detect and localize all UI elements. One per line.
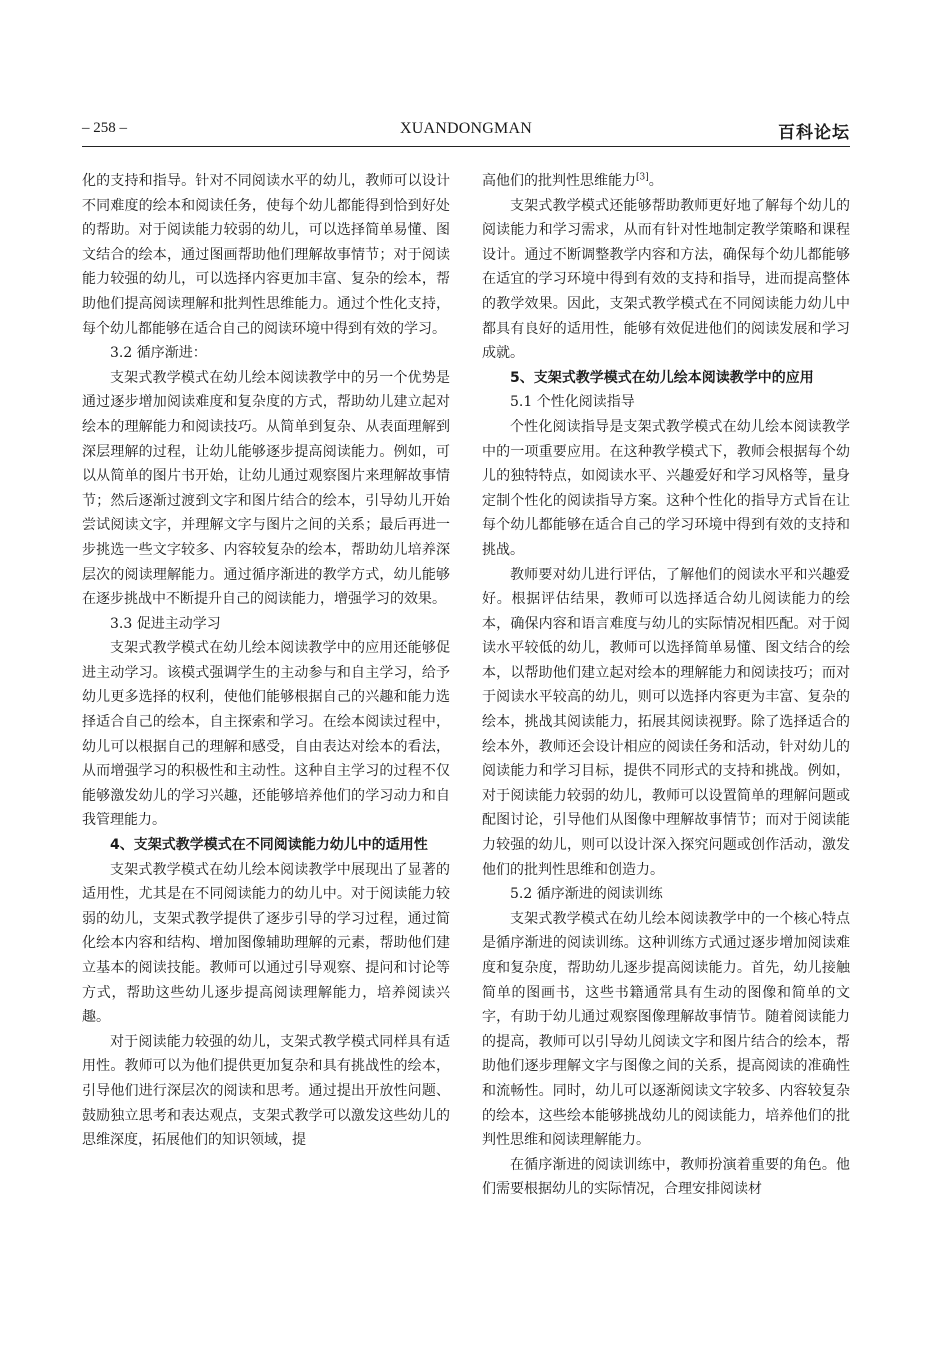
section-heading-5: 5、支架式教学模式在幼儿绘本阅读教学中的应用 xyxy=(510,369,814,386)
right-column xyxy=(482,169,850,1202)
citation: [3] xyxy=(636,172,649,183)
paragraph: 化的支持和指导。针对不同阅读水平的幼儿，教师可以设计不同难度的绘本和阅读任务，使每个幼儿都能得到恰到好处的帮助。对于阅读能力较弱的幼儿，可以选择简单易懂、图文结合的绘本，通过图画帮助他们理解故事情节；对于阅读能力较强的幼儿，可以选择内容更加丰富、复杂的绘本，帮助他们提高阅读理解和批判性思维能力。通过个性化支持，每个幼儿都能够在适合自己的阅读环境中得到有效的学习。 xyxy=(82,173,450,337)
running-header xyxy=(82,118,850,144)
subheading-3-2: 3.2 循序渐进： xyxy=(110,345,207,362)
paragraph: 支架式教学模式在幼儿绘本阅读教学中的另一个优势是通过逐步增加阅读难度和复杂度的方式，帮助幼儿建立起对绘本的理解能力和阅读技巧。从简单到复杂、从表面理解到深层理解的过程，让幼儿能够逐步提高阅读能力。例如，可以从简单的图片书开始，让幼儿通过观察图片来理解故事情节；然后逐渐过渡到文字和图片结合的绘本，引导幼儿开始尝试阅读文字，并理解文字与图片之间的关系；最后再进一步挑选一些文字较多、内容较复杂的绘本，帮助幼儿培养深层次的阅读理解能力。通过循序渐进的教学方式，幼儿能够在逐步挑战中不断提升自己的阅读能力，增强学习的效果。 xyxy=(82,369,450,608)
paragraph: 个性化阅读指导是支架式教学模式在幼儿绘本阅读教学中的一项重要应用。在这种教学模式下，教师会根据每个幼儿的独特特点，如阅读水平、兴趣爱好和学习风格等，量身定制个性化的阅读指导方案。这种个性化的指导方式旨在让每个幼儿都能够在适合自己的学习环境中得到有效的支持和挑战。 xyxy=(482,418,850,558)
paragraph-end: 。 xyxy=(648,173,663,189)
subheading-5-1: 5.1 个性化阅读指导 xyxy=(510,394,635,411)
journal-name: XUANDONGMAN xyxy=(400,120,532,137)
paragraph: 支架式教学模式还能够帮助教师更好地了解每个幼儿的阅读能力和学习需求，从而有针对性地制定教学策略和课程设计。通过不断调整教学内容和方法，确保每个幼儿都能够在适宜的学习环境中得到有效的支持和指导，进而提高整体的教学效果。因此，支架式教学模式在不同阅读能力幼儿中都具有良好的适用性，能够有效促进他们的阅读发展和学习成就。 xyxy=(482,197,850,362)
page-number: – 258 – xyxy=(82,120,127,136)
paragraph: 支架式教学模式在幼儿绘本阅读教学中的一个核心特点是循序渐进的阅读训练。这种训练方式通过逐步增加阅读难度和复杂度，帮助幼儿逐步提高阅读能力。首先，幼儿接触简单的图画书，这些书籍通常具有生动的图像和简单的文字，有助于幼儿通过观察图像理解故事情节。随着阅读能力的提高，教师可以引导幼儿阅读文字和图片结合的绘本，帮助他们逐步理解文字与图像之间的关系，提高阅读的准确性和流畅性。同时，幼儿可以逐渐阅读文字较多、内容较复杂的绘本，这些绘本能够挑战幼儿的阅读能力，培养他们的批判性思维和阅读理解能力。 xyxy=(482,910,850,1149)
paragraph: 支架式教学模式在幼儿绘本阅读教学中的应用还能够促进主动学习。该模式强调学生的主动参与和自主学习，给予幼儿更多选择的权利，使他们能够根据自己的兴趣和能力选择适合自己的绘本，自主探索和学习。在绘本阅读过程中，幼儿可以根据自己的理解和感受，自由表达对绘本的看法，从而增强学习的积极性和主动性。这种自主学习的过程不仅能够激发幼儿的学习兴趣，还能够培养他们的学习动力和自我管理能力。 xyxy=(82,640,450,829)
paragraph: 在循序渐进的阅读训练中，教师扮演着重要的角色。他们需要根据幼儿的实际情况，合理安排阅读材 xyxy=(482,1156,850,1198)
paragraph: 对于阅读能力较强的幼儿，支架式教学模式同样具有适用性。教师可以为他们提供更加复杂和具有挑战性的绘本，引导他们进行深层次的阅读和思考。通过提出开放性问题、鼓励独立思考和表达观点，支架式教学可以激发这些幼儿的思维深度，拓展他们的知识领域，提 xyxy=(82,1033,450,1149)
header-rule xyxy=(82,146,850,147)
paragraph: 支架式教学模式在幼儿绘本阅读教学中展现出了显著的适用性，尤其是在不同阅读能力的幼儿中。对于阅读能力较弱的幼儿，支架式教学提供了逐步引导的学习过程，通过简化绘本内容和结构、增加图像辅助理解的元素，帮助他们建立基本的阅读技能。教师可以通过引导观察、提问和讨论等方式，帮助这些幼儿逐步提高阅读理解能力，培养阅读兴趣。 xyxy=(82,861,450,1026)
subheading-3-3: 3.3 促进主动学习 xyxy=(110,615,221,632)
left-column xyxy=(82,169,450,1153)
paragraph: 教师要对幼儿进行评估，了解他们的阅读水平和兴趣爱好。根据评估结果，教师可以选择适合幼儿阅读能力的绘本，确保内容和语言难度与幼儿的实际情况相匹配。对于阅读水平较低的幼儿，教师可以选择简单易懂、图文结合的绘本，以帮助他们建立起对绘本的理解能力和阅读技巧；而对于阅读水平较高的幼儿，则可以选择内容更为丰富、复杂的绘本，挑战其阅读能力，拓展其阅读视野。除了选择适合的绘本外，教师还会设计相应的阅读任务和活动，针对幼儿的阅读能力和学习目标，提供不同形式的支持和挑战。例如，对于阅读能力较弱的幼儿，教师可以设置简单的理解问题或配图讨论，引导他们从图像中理解故事情节；而对于阅读能力较强的幼儿，则可以设计深入探究问题或创作活动，激发他们的批判性思维和创造力。 xyxy=(482,566,850,878)
section-name: 百科论坛 xyxy=(778,123,850,143)
section-heading-4: 4、支架式教学模式在不同阅读能力幼儿中的适用性 xyxy=(110,837,428,854)
paragraph-text: 高他们的批判性思维能力 xyxy=(482,173,636,189)
paragraph xyxy=(482,169,850,194)
subheading-5-2: 5.2 循序渐进的阅读训练 xyxy=(510,886,663,903)
